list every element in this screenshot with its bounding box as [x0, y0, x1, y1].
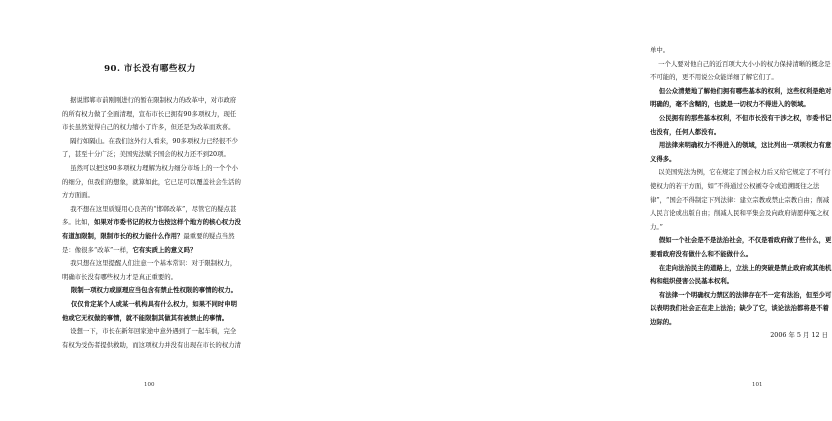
- paragraph-text: 设想一下，市长在新年回家途中意外遇到了一起车祸，完全有权为受伤者提供救助，而这项权力并没有出现在市长的权力清: [62, 327, 241, 349]
- emphasis-text: 假如一个社会是不是法治社会，不仅是看政府做了些什么，更要看政府没有做什么和不能做什么。: [650, 236, 832, 258]
- right-page: [300, 0, 832, 421]
- paragraph-text: 我不想在这里质疑用心良苦的“邯郸改革”，尽管它的疑点甚多。比如，: [62, 204, 237, 227]
- emphasis-text: 仅仅肯定某个人或某一机构具有什么权力，如果不同时申明他或它无权做的事情，就不能限制其做其有被禁止的事情。: [62, 299, 238, 322]
- page-number-left: 100: [144, 382, 155, 388]
- emphasis-text: 公民拥有的那些基本权利，不但市长没有干涉之权，市委书记也没有，任何人都没有。: [650, 113, 832, 136]
- emphasis-text: 有法律一个明确权力禁区的法律存在不一定有法治，但至少可以表明我们社会正在走上法治；缺少了它，谈论法治都将是不着边际的。: [650, 290, 832, 326]
- emphasis-text: 限制一项权力或原理应当包含有禁止性权限的事情的权力。: [62, 286, 238, 295]
- left-body-text: [62, 94, 242, 352]
- paragraph-text: 一个人要对他自己的近百项大大小小的权力保持清晰的概念是不可能的，更不用说公众能详细了解它们了。: [650, 59, 831, 82]
- paragraph-text: 隔行如隔山。在我们这外行人看来，90多项权力已经很不少了，甚至十分广泛；美国宪法赋予国会的权力还不到20项。: [62, 136, 239, 159]
- emphasis-text: 用法律来明确权力不得进入的领域，这比列出一项项权力有意义得多。: [650, 141, 832, 163]
- paragraph-text: 虽然可以把这90多项权力理解为权力细分市场上的一个个小的细分，但我们的想象，就算如此，它已足可以覆盖社会生活的方方面面。: [62, 163, 241, 200]
- paragraph-text: 最重要的疑点当然是：像很多“改革”一样，: [62, 231, 235, 254]
- signature-date: 2006 年 5 月 12 日: [770, 331, 828, 340]
- paragraph-text: 我只想在这里提醒人们注意一个基本常识：对于限制权力，明确市长没有哪些权力才是真正重要的。: [62, 259, 237, 281]
- paragraph-text: 以美国宪法为例，它在规定了国会权力后又给它规定了不可行使权力的若干方面，如“不得通过公权褫夺令或追溯既往之法律”，“国会不得制定下列法律：建立宗教或禁止宗教自由；削减人民言论或出版自由；削减人民和平集会及向政府请愿伸冤之权力。”: [650, 168, 831, 231]
- left-page: [0, 0, 300, 421]
- right-body-text: [650, 44, 832, 343]
- emphasis-text: 在走向法治民主的道路上，立法上的突破是禁止政府或其他机构和组织侵害公民基本权利。: [650, 263, 832, 286]
- paragraph-text: 单中。: [650, 46, 670, 54]
- paragraph-text: 据说邯郸市前刚刚进行的暂在限制权力的改革中，对市政府的所有权力做了全面清理，宣布市长已拥有90多项权力，现任市长虽然觉得自己的权力缩小了许多，但还是为改革而欢喜。: [62, 96, 237, 132]
- page-number-right: 101: [752, 382, 763, 388]
- chapter-title: 90. 市长没有哪些权力: [104, 64, 196, 74]
- emphasis-text: 如果对市委书记的权力也按这样个地方的核心权力没有道加限制，限制市长的权力能什么作用？: [62, 218, 241, 240]
- emphasis-text: 但公众清楚地了解他们拥有哪些基本的权利，这些权利是绝对明确的，毫不含糊的，也就是一切权力不得进入的领域。: [650, 86, 832, 109]
- emphasis-text: 它有实质上的意义吗？: [132, 245, 197, 254]
